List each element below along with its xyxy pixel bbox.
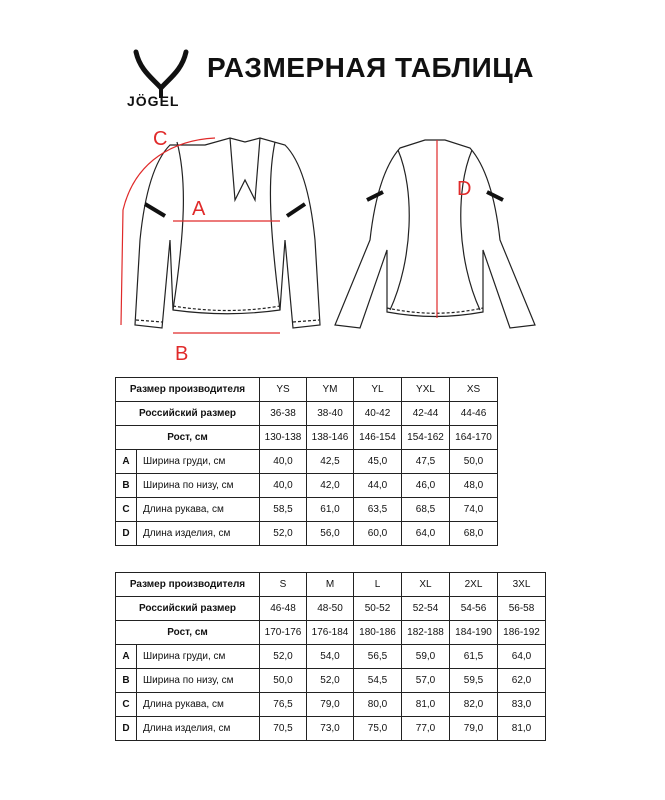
size-cell: YM [307,378,354,402]
value-cell: 44,0 [354,474,402,498]
param-letter: B [116,474,137,498]
value-cell: 46,0 [402,474,450,498]
size-cell: 2XL [450,573,498,597]
value-cell: 64,0 [402,522,450,546]
param-letter: A [116,450,137,474]
russian-size-cell: 40-42 [354,402,402,426]
value-cell: 54,5 [354,669,402,693]
value-cell: 68,5 [402,498,450,522]
param-label: Ширина груди, см [137,645,260,669]
size-cell: L [354,573,402,597]
value-cell: 83,0 [498,693,546,717]
table-row [116,450,498,474]
size-cell: XL [402,573,450,597]
table-row [116,402,498,426]
row-header-height: Рост, см [116,621,260,645]
russian-size-cell: 42-44 [402,402,450,426]
row-header-russian: Российский размер [116,597,260,621]
row-header-manufacturer: Размер производителя [116,378,260,402]
value-cell: 40,0 [260,450,307,474]
back-sleeve-stripe-right [487,192,503,200]
size-cell: 3XL [498,573,546,597]
value-cell: 59,0 [402,645,450,669]
value-cell: 81,0 [498,717,546,741]
brand-name: JÖGEL [127,93,180,109]
table-row [116,621,546,645]
param-letter: B [116,669,137,693]
row-header-russian: Российский размер [116,402,260,426]
value-cell: 76,5 [260,693,307,717]
height-cell: 146-154 [354,426,402,450]
param-letter: D [116,522,137,546]
russian-size-cell: 44-46 [450,402,498,426]
size-cell: YL [354,378,402,402]
russian-size-cell: 56-58 [498,597,546,621]
table-row [116,426,498,450]
height-cell: 164-170 [450,426,498,450]
height-cell: 138-146 [307,426,354,450]
value-cell: 56,0 [307,522,354,546]
value-cell: 47,5 [402,450,450,474]
value-cell: 81,0 [402,693,450,717]
front-sleeve-stripe-left [145,204,165,216]
table-row [116,474,498,498]
value-cell: 52,0 [307,669,354,693]
param-label: Ширина по низу, см [137,669,260,693]
table-row [116,645,546,669]
height-cell: 184-190 [450,621,498,645]
garment-drawing [115,120,555,370]
size-cell: M [307,573,354,597]
param-label: Длина рукава, см [137,498,260,522]
param-label: Длина изделия, см [137,717,260,741]
russian-size-cell: 50-52 [354,597,402,621]
value-cell: 79,0 [450,717,498,741]
param-label: Ширина по низу, см [137,474,260,498]
value-cell: 73,0 [307,717,354,741]
param-label: Длина изделия, см [137,522,260,546]
table-row [116,717,546,741]
table-row [116,693,546,717]
russian-size-cell: 48-50 [307,597,354,621]
value-cell: 50,0 [260,669,307,693]
value-cell: 54,0 [307,645,354,669]
param-letter: C [116,693,137,717]
russian-size-cell: 54-56 [450,597,498,621]
height-cell: 130-138 [260,426,307,450]
height-cell: 176-184 [307,621,354,645]
row-header-manufacturer: Размер производителя [116,573,260,597]
size-cell: YXL [402,378,450,402]
height-cell: 170-176 [260,621,307,645]
russian-size-cell: 38-40 [307,402,354,426]
value-cell: 58,5 [260,498,307,522]
param-letter: C [116,498,137,522]
value-cell: 57,0 [402,669,450,693]
size-cell: YS [260,378,307,402]
table-row [116,378,498,402]
russian-size-cell: 46-48 [260,597,307,621]
table-row [116,498,498,522]
value-cell: 52,0 [260,645,307,669]
size-table-adult [115,572,546,741]
value-cell: 45,0 [354,450,402,474]
value-cell: 42,0 [307,474,354,498]
value-cell: 74,0 [450,498,498,522]
row-header-height: Рост, см [116,426,260,450]
value-cell: 40,0 [260,474,307,498]
page-title: РАЗМЕРНАЯ ТАБЛИЦА [207,52,534,83]
measure-c-label: C [153,128,168,150]
param-label: Ширина груди, см [137,450,260,474]
value-cell: 77,0 [402,717,450,741]
value-cell: 50,0 [450,450,498,474]
front-view [135,138,320,328]
value-cell: 48,0 [450,474,498,498]
value-cell: 79,0 [307,693,354,717]
value-cell: 60,0 [354,522,402,546]
value-cell: 62,0 [498,669,546,693]
table-row [116,669,546,693]
value-cell: 61,5 [450,645,498,669]
height-cell: 154-162 [402,426,450,450]
value-cell: 63,5 [354,498,402,522]
value-cell: 64,0 [498,645,546,669]
russian-size-cell: 36-38 [260,402,307,426]
size-table-youth [115,377,498,546]
value-cell: 59,5 [450,669,498,693]
measure-a-label: A [192,198,206,220]
size-cell: XS [450,378,498,402]
russian-size-cell: 52-54 [402,597,450,621]
table-row [116,573,546,597]
height-cell: 180-186 [354,621,402,645]
value-cell: 56,5 [354,645,402,669]
height-cell: 186-192 [498,621,546,645]
value-cell: 61,0 [307,498,354,522]
value-cell: 42,5 [307,450,354,474]
value-cell: 68,0 [450,522,498,546]
value-cell: 70,5 [260,717,307,741]
back-sleeve-stripe-left [367,192,383,200]
param-letter: A [116,645,137,669]
measure-b-label: B [175,343,189,365]
param-letter: D [116,717,137,741]
back-view [335,140,535,328]
param-label: Длина рукава, см [137,693,260,717]
value-cell: 75,0 [354,717,402,741]
height-cell: 182-188 [402,621,450,645]
front-sleeve-stripe-right [287,204,305,216]
measure-c-line [121,138,215,325]
table-row [116,522,498,546]
value-cell: 82,0 [450,693,498,717]
size-cell: S [260,573,307,597]
measure-d-label: D [457,178,472,200]
value-cell: 52,0 [260,522,307,546]
value-cell: 80,0 [354,693,402,717]
table-row [116,597,546,621]
